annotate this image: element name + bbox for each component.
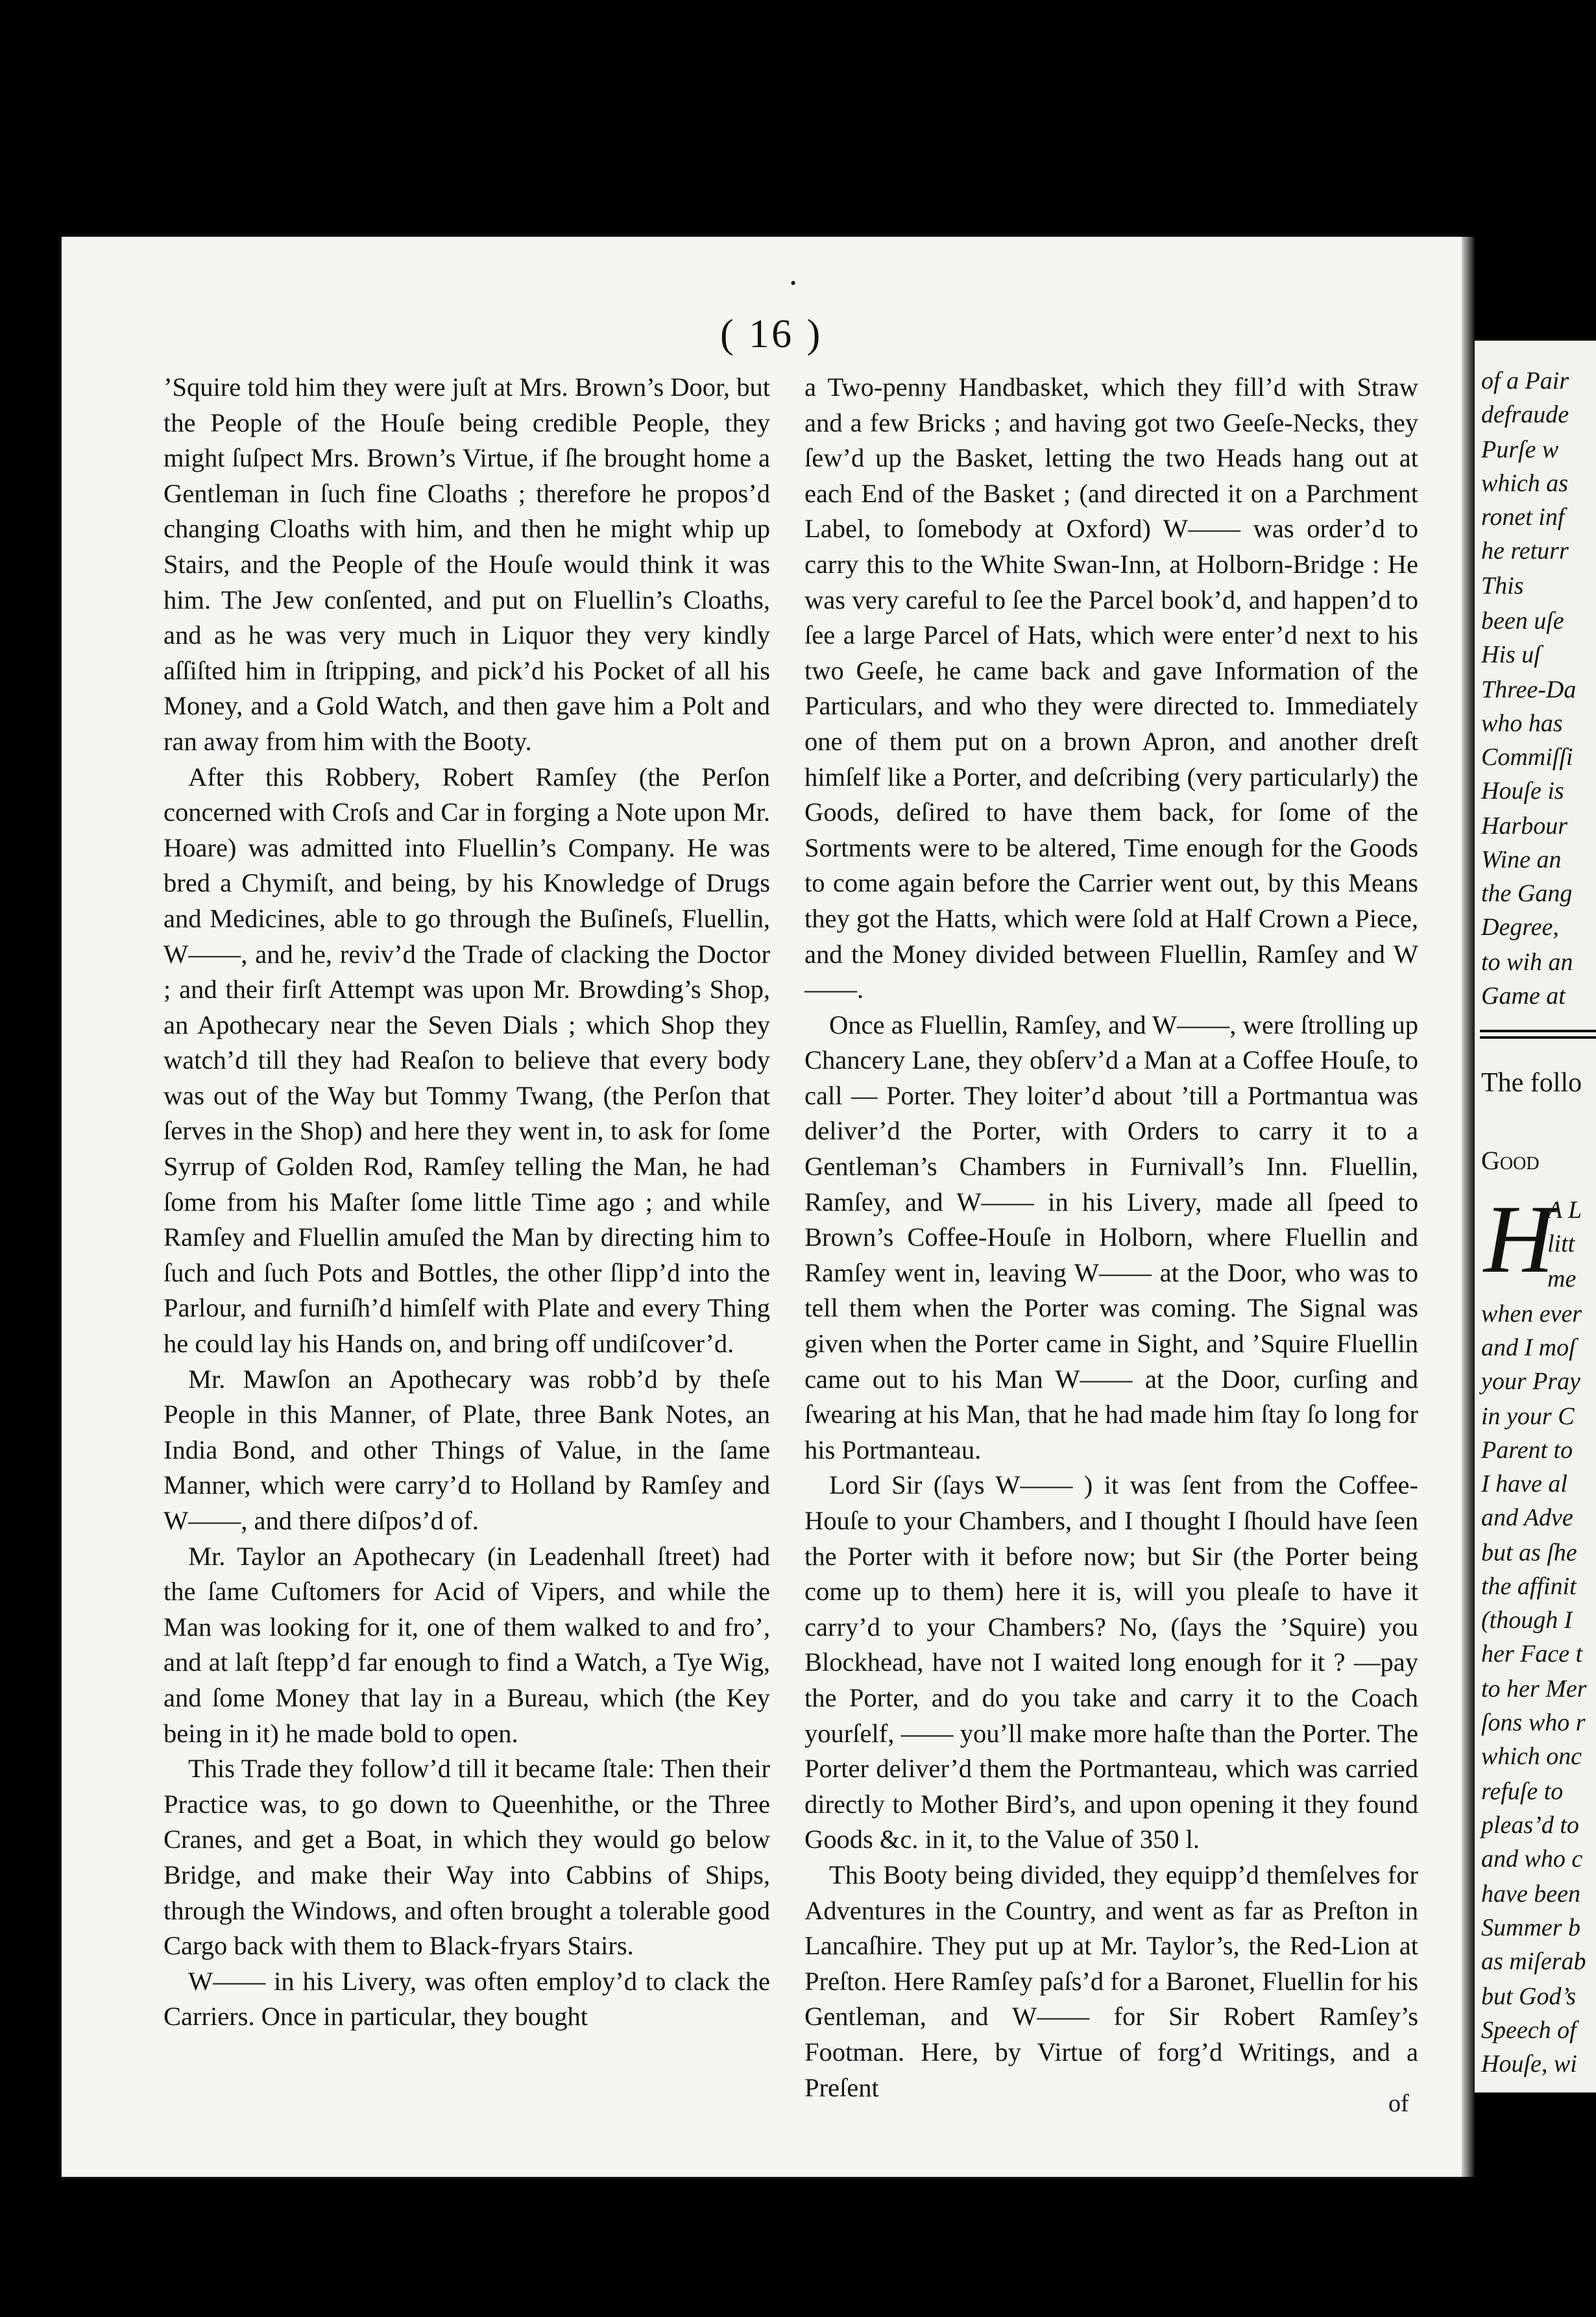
next-line: Degree, [1481,914,1559,941]
next-line: Harbour [1481,812,1568,840]
next-line: which onc [1481,1743,1582,1770]
next-line: Houſe is [1481,777,1564,805]
next-line: as miſerab [1481,1948,1586,1975]
next-line: Wine an [1481,846,1562,873]
next-subheading: Good [1481,1146,1540,1175]
next-line: and Adve [1481,1504,1573,1531]
left-column [163,370,770,2035]
next-line: This [1481,572,1524,600]
paragraph: Mr. Taylor an Apothecary (in Leadenhall ſtreet) had the ſame Cuſtomers for Acid of Vipers, and while the Man was looking for it, one of them walked to and fro’, and at laſt ſtepp’d far enough to find a Watch, a Tye Wig, and ſome Money that lay in a Bureau, which (the Key being in it) he made bold to open. [163,1541,770,1748]
paragraph: After this Robbery, Robert Ramſey (the Perſon concerned with Croſs and Car in forging a Note upon Mr. Hoare) was admitted into Fluellin’s Company. He was bred a Chymiſt, and being, by his Knowledge of Drugs and Medicines, able to go through the Buſineſs, Fluellin, W——, and he, reviv’d the Trade of clacking the Doctor ; and their firſt Attempt was upon Mr. Browding’s Shop, an Apothecary near the Seven Dials ; which Shop they watch’d till they had Reaſon to believe that every body was out of the Way but Tommy Twang, (the Perſon that ſerves in the Shop) and here they went in, to ask for ſome Syrrup of Golden Rod, Ramſey telling the Man, he had ſome from his Maſter ſome little Time ago ; and while Ramſey and Fluellin amuſed the Man by directing him to ſuch and ſuch Pots and Bottles, the other ſlipp’d into the Parlour, and furniſh’d himſelf with Plate and every Thing he could lay his Hands on, and bring off undiſcover’d. [163,762,770,1359]
next-line: to wih an [1481,949,1573,976]
next-line: but God’s [1481,1983,1577,2010]
next-line: your Pray [1481,1368,1581,1395]
next-line: Houſe, wi [1481,2050,1577,2078]
page-number: ( 16 ) [720,312,823,356]
paragraph: Lord Sir (ſays W—— ) it was ſent from the Coffee-Houſe to your Chambers, and I thought I ſhould have ſeen the Porter with it before now; but Sir (the Porter being come up to them) here it is, will you pleaſe to have it carry’d to your Chambers? No, (ſays the ’Squire) you Blockhead, have not I waited long enough for it ? —pay the Porter, and do you take and carry it to the Coach yourſelf, —— you’ll make more haſte than the Porter. The Porter deliver’d them the Portmanteau, which was carried directly to Mother Bird’s, and upon opening it they found Goods &c. in it, to the Value of 350 l. [804,1470,1418,1854]
next-page-fragment [1475,341,1596,2093]
next-line: Commiſſi [1481,744,1573,771]
next-line: litt [1547,1230,1575,1257]
paragraph: This Booty being divided, they equipp’d themſelves for Adventures in the Country, and went as far as Preſton in Lancaſhire. They put up at Mr. Taylor’s, the Red-Lion at Preſton. Here Ramſey paſs’d for a Baronet, Fluellin for his Gentleman, and W—— for Sir Robert Ramſey’s Footman. Here, by Virtue of forg’d Writings, and a Preſent [804,1860,1418,2102]
next-line: to her Mer [1481,1675,1587,1703]
next-line: in your C [1481,1403,1575,1430]
next-line: and I moſ [1481,1334,1576,1361]
next-line: refuſe to [1481,1778,1564,1805]
next-line: Game at [1481,982,1566,1010]
next-line: her Face t [1481,1640,1583,1668]
next-line: (though I [1481,1607,1573,1634]
paragraph: Mr. Mawſon an Apothecary was robb’d by theſe People in this Manner, of Plate, three Bank Notes, an India Bond, and other Things of Value, in the ſame Manner, which were carry’d to Holland by Ramſey and W——, and there diſpos’d of. [163,1364,770,1535]
next-line: Purſe w [1481,436,1559,463]
next-line: pleas’d to [1481,1812,1579,1839]
next-line: the Gang [1481,880,1573,907]
drop-cap: H [1484,1185,1554,1293]
next-heading: The follo [1481,1068,1582,1098]
next-line: he returr [1481,537,1569,564]
catchword: of [1388,2090,1409,2117]
next-line: His uſ [1481,641,1541,668]
paragraph: Once as Fluellin, Ramſey, and W——, were ſtrolling up Chancery Lane, they obſerv’d a Man at a Coffee Houſe, to call — Porter. They loiter’d about ’till a Portmantua was deliver’d the Porter, with Orders to carry it to a Gentleman’s Chambers in Furnivall’s Inn. Fluellin, Ramſey, and W—— in his Livery, made all ſpeed to Brown’s Coffee-Houſe in Holborn, where Fluellin and Ramſey went in, leaving W—— at the Door, who was to tell them when the Porter was coming. The Signal was given when the Porter came in Sight, and ’Squire Fluellin came out to his Man W—— at the Door, curſing and ſwearing at his Man, that he had made him ſtay ſo long for his Portmanteau. [804,1010,1418,1464]
next-line: and who c [1481,1845,1583,1873]
next-line: which as [1481,470,1569,497]
ink-dot: • [790,274,797,293]
page-gutter [1462,237,1475,2177]
paragraph: W—— in his Livery, was often employ’d to clack the Carriers. Once in particular, they bought [163,1966,770,2032]
next-line: defraude [1481,401,1569,428]
paragraph: a Two-penny Handbasket, which they fill’d with Straw and a few Bricks ; and having got two Geeſe-Necks, they ſew’d up the Basket, letting the two Heads hang out at each End of the Basket ; (and directed it on a Parchment Label, to ſomebody at Oxford) W—— was order’d to carry this to the White Swan-Inn, at Holborn-Bridge : He was very careful to ſee the Parcel book’d, and happen’d to ſee a large Parcel of Hats, which were enter’d next to his two Geeſe, he came back and gave Information of the Particulars, and who they were directed to. Immediately one of them put on a brown Apron, and another dreſt himſelf like a Porter, and deſcribing (very particularly) the Goods, deſired to have them back, for ſome of the Sortments were to be altered, Time enough for the Goods to come again before the Carrier went out, by this Means they got the Hatts, which were ſold at Half Crown a Piece, and the Money divided between Fluellin, Ramſey and W——. [804,372,1418,1004]
next-line: who has [1481,710,1563,737]
right-column [804,370,1418,2105]
separator-rule [1480,1030,1596,1032]
separator-rule [1480,1036,1596,1039]
next-line: A L [1547,1196,1582,1224]
next-line: when ever [1481,1300,1582,1328]
next-line: Three-Da [1481,676,1577,703]
next-line: ronet inf [1481,503,1565,531]
next-line: but as ſhe [1481,1539,1577,1566]
next-line: me [1547,1265,1577,1292]
next-line: ſons who r [1481,1709,1586,1736]
next-line: the affinit [1481,1573,1577,1600]
next-line: Summer b [1481,1914,1581,1941]
next-line: I have al [1481,1470,1567,1498]
next-line: Speech of [1481,2017,1577,2044]
paragraph: ’Squire told him they were juſt at Mrs. Brown’s Door, but the People of the Houſe being credible People, they might ſuſpect Mrs. Brown’s Virtue, if ſhe brought home a Gentleman in ſuch fine Cloaths ; therefore he propos’d changing Cloaths with him, and then he might whip up Stairs, and the People of the Houſe would think it was him. The Jew conſented, and put on Fluellin’s Cloaths, and as he was very much in Liquor they very kindly aſſiſted him in ſtripping, and pick’d his Pocket of all his Money, and a Gold Watch, and then gave him a Polt and ran away from him with the Booty. [163,372,770,756]
next-line: have been [1481,1880,1580,1908]
next-line: been uſe [1481,607,1564,635]
next-line: Parent to [1481,1437,1573,1464]
next-line: of a Pair [1481,367,1569,394]
paragraph: This Trade they follow’d till it became ſtale: Then their Practice was, to go down to Queenhithe, or the Three Cranes, and get a Boat, in which they would go below Bridge, and make their Way into Cabbins of Ships, through the Windows, and often brought a tolerable good Cargo back with them to Black-fryars Stairs. [163,1754,770,1961]
